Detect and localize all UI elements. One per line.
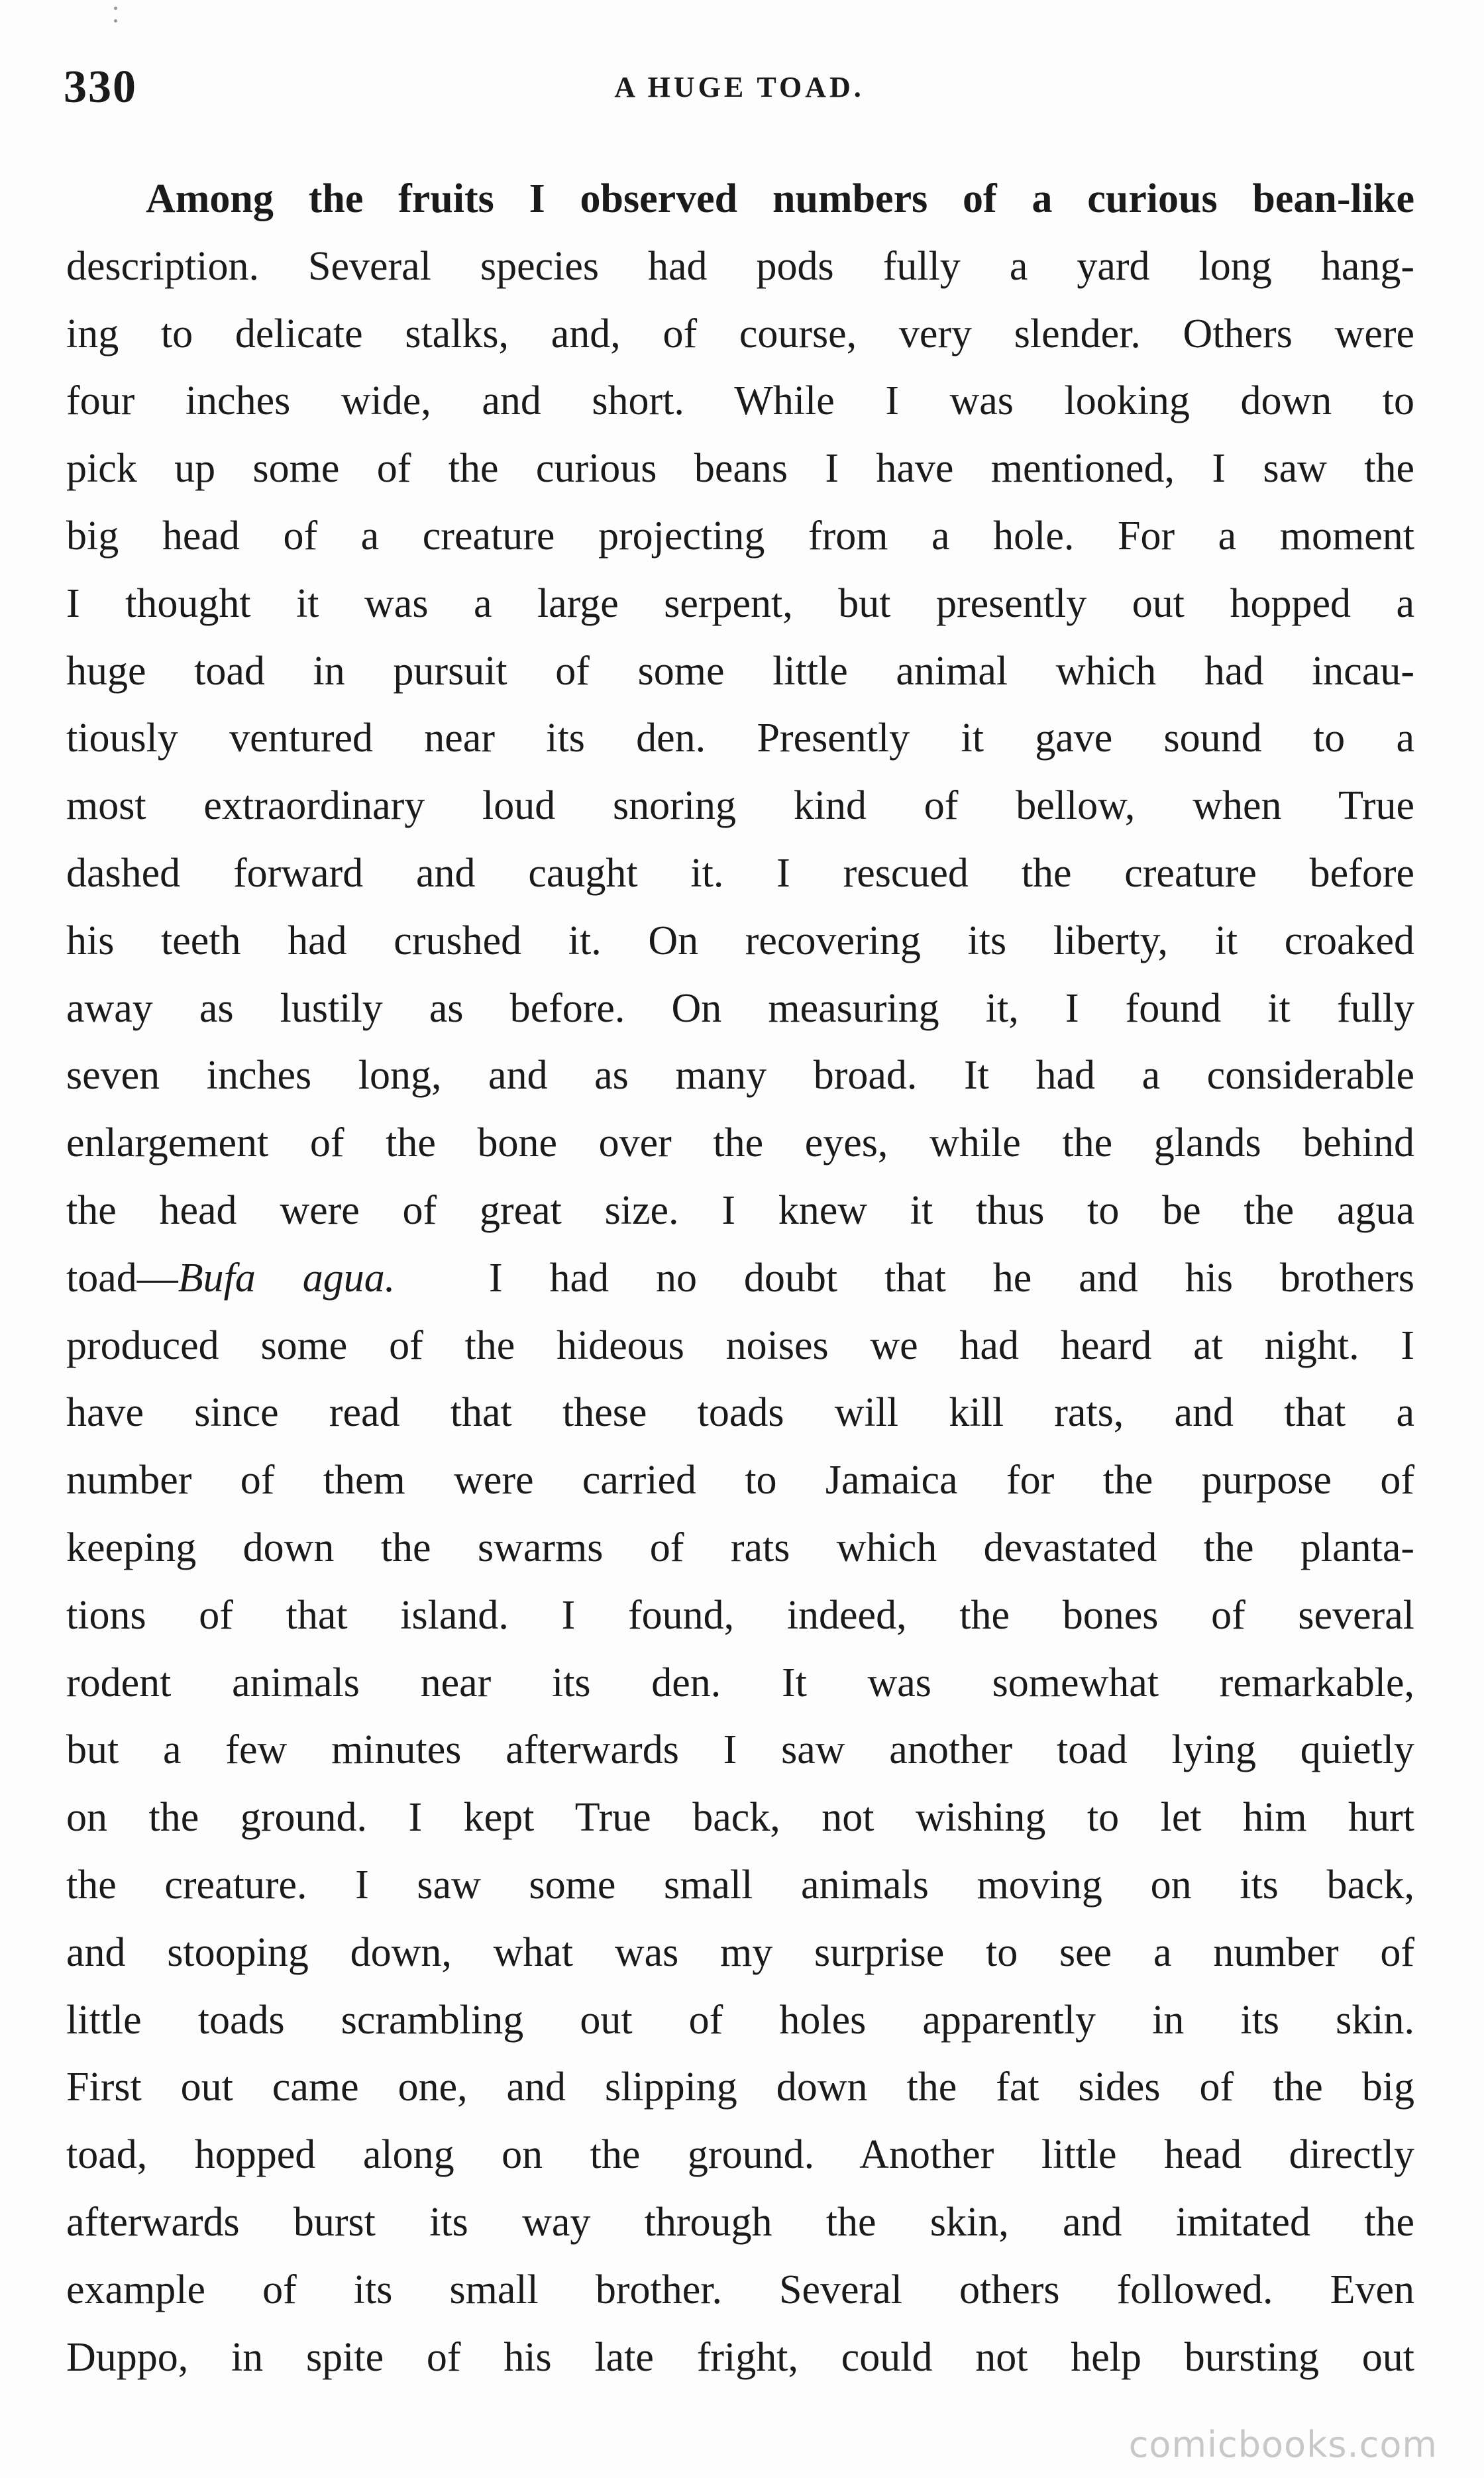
text-line: ing to delicate stalks, and, of course, very slender. Others were: [66, 311, 1414, 356]
speck-dot: [114, 19, 117, 23]
scan-specks: [114, 7, 119, 38]
running-title: A HUGE TOAD.: [614, 71, 865, 103]
text-line: have since read that these toads will kill rats, and that a: [66, 1390, 1414, 1436]
text-line: but a few minutes afterwards I saw another toad lying quietly: [66, 1727, 1414, 1773]
text-line: and stooping down, what was my surprise to see a number of: [66, 1929, 1414, 1975]
text-line: the creature. I saw some small animals moving on its back,: [66, 1862, 1414, 1908]
text-line: keeping down the swarms of rats which devastated the planta-: [66, 1525, 1414, 1570]
text-line: produced some of the hideous noises we had heard at night. I: [66, 1322, 1414, 1368]
text-line: his teeth had crushed it. On recovering its liberty, it croaked: [66, 918, 1414, 963]
text-line: away as lustily as before. On measuring it, I found it fully: [66, 985, 1414, 1031]
text-line: seven inches long, and as many broad. It had a considerable: [66, 1053, 1414, 1099]
text-line: example of its small brother. Several others followed. Even: [66, 2267, 1414, 2312]
text-line: toad, hopped along on the ground. Another little head directly: [66, 2132, 1414, 2178]
text-line: description. Several species had pods fully a yard long hang-: [66, 243, 1414, 289]
page-number: 330: [64, 62, 137, 113]
text-line: dashed forward and caught it. I rescued the creature before: [66, 850, 1414, 896]
text-line: tiously ventured near its den. Presently it gave sound to a: [66, 716, 1414, 761]
text-line: Among the fruits I observed numbers of a curious bean-like: [146, 176, 1414, 221]
running-head: [64, 61, 1415, 114]
text-line: I thought it was a large serpent, but presently out hopped a: [66, 580, 1414, 626]
text-line-with-italic: [66, 1245, 1414, 1313]
text-line: rodent animals near its den. It was somewhat remarkable,: [66, 1660, 1414, 1705]
speck-dot: [114, 7, 117, 10]
body-text: [66, 166, 1414, 2392]
italic-species-name: Bufa agua.: [178, 1255, 396, 1301]
text-line: on the ground. I kept True back, not wishing to let him hurt: [66, 1795, 1414, 1841]
text-line: enlargement of the bone over the eyes, while the glands behind: [66, 1120, 1414, 1166]
text-line: huge toad in pursuit of some little animal which had incau-: [66, 648, 1414, 694]
text-line: afterwards burst its way through the skin, and imitated the: [66, 2199, 1414, 2245]
watermark: comicbooks.com: [1128, 2424, 1438, 2465]
text-line: most extraordinary loud snoring kind of bellow, when True: [66, 783, 1414, 829]
text-line: big head of a creature projecting from a hole. For a moment: [66, 513, 1414, 559]
text-fragment: I had no doubt that he and his brothers: [489, 1255, 1414, 1301]
text-line: the head were of great size. I knew it thus to be the agua: [66, 1187, 1414, 1233]
text-line: tions of that island. I found, indeed, the bones of several: [66, 1592, 1414, 1638]
text-line: pick up some of the curious beans I have mentioned, I saw the: [66, 446, 1414, 492]
text-fragment: toad—: [66, 1255, 178, 1301]
text-line: number of them were carried to Jamaica for the purpose of: [66, 1458, 1414, 1503]
text-line: four inches wide, and short. While I was looking down to: [66, 378, 1414, 424]
text-line: Duppo, in spite of his late fright, could not help bursting out: [66, 2334, 1414, 2380]
text-line: First out came one, and slipping down the fat sides of the big: [66, 2065, 1414, 2110]
text-line: little toads scrambling out of holes apparently in its skin.: [66, 1997, 1414, 2043]
